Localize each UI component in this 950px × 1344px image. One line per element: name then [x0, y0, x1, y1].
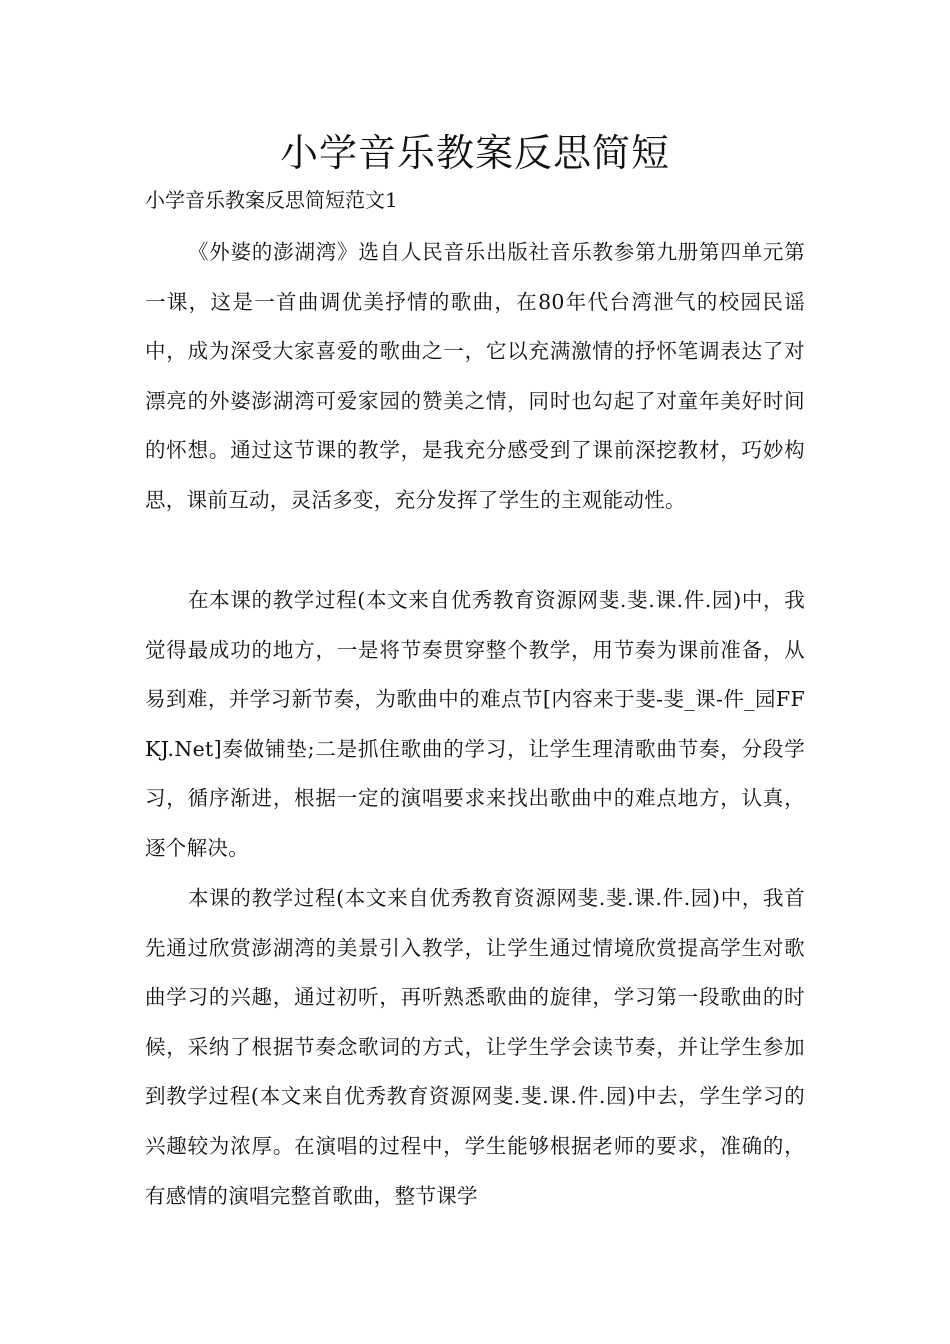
paragraph-1: 《外婆的澎湖湾》选自人民音乐出版社音乐教参第九册第四单元第一课，这是一首曲调优美抒情的歌曲，在80年代台湾泄气的校园民谣中，成为深受大家喜爱的歌曲之一，它以充满激情的抒怀笔调表达了对漂亮的外婆澎湖湾可爱家园的赞美之情，同时也勾起了对童年美好时间的怀想。通过这节课的教学，是我充分感受到了课前深挖教材，巧妙构思，课前互动，灵活多变，充分发挥了学生的主观能动性。: [145, 240, 805, 512]
document-subtitle: 小学音乐教案反思简短范文1: [145, 188, 398, 212]
paragraph-2: 在本课的教学过程(本文来自优秀教育资源网斐.斐.课.件.园)中，我觉得最成功的地方，一是将节奏贯穿整个教学，用节奏为课前准备，从易到难，并学习新节奏，为歌曲中的难点节[内容来于斐-斐_课-件_园FFKJ.Net]奏做铺垫;二是抓住歌曲的学习，让学生理清歌曲节奏，分段学习，循序渐进，根据一定的演唱要求来找出歌曲中的难点地方，认真，逐个解决。: [145, 588, 805, 860]
document-title: 小学音乐教案反思简短: [279, 131, 670, 175]
paragraph-3: 本课的教学过程(本文来自优秀教育资源网斐.斐.课.件.园)中，我首先通过欣赏澎湖湾的美景引入教学，让学生通过情境欣赏提高学生对歌曲学习的兴趣，通过初听，再听熟悉歌曲的旋律，学习第一段歌曲的时候，采纳了根据节奏念歌词的方式，让学生学会读节奏，并让学生参加到教学过程(本文来自优秀教育资源网斐.斐.课.件.园)中去，学生学习的兴趣较为浓厚。在演唱的过程中，学生能够根据老师的要求，准确的，有感情的演唱完整首歌曲，整节课学: [145, 886, 805, 1208]
